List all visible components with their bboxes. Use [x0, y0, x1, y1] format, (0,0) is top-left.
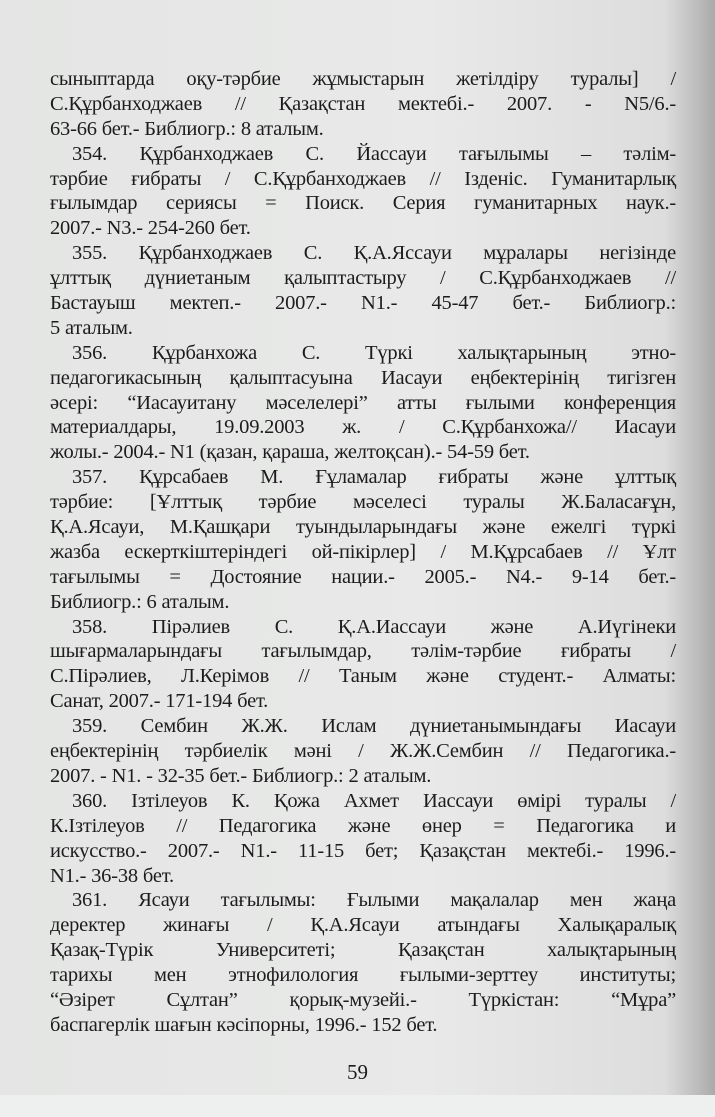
entry-line: шығармаларындағы тағылымдар, тәлім-тәрбие ғибраты / — [50, 640, 676, 663]
entry-line: Санат, 2007.- 171-194 бет. — [50, 690, 269, 713]
entry-line: 355. Құрбанходжаев С. Қ.А.Яссауи мұралары негізінде — [72, 242, 676, 265]
page-bottom-edge — [0, 1095, 715, 1117]
entry-line: N1.- 36-38 бет. — [50, 864, 174, 887]
bibliography-entry — [50, 888, 676, 1037]
entry-continuation — [50, 67, 676, 142]
entry-line: 358. Пірәлиев С. Қ.А.Иассауи және А.Иүгінеки — [72, 615, 676, 638]
entry-line: 361. Ясауи тағылымы: Ғылыми мақалалар мен жаңа — [72, 889, 676, 912]
bibliography-entry — [50, 789, 676, 889]
entry-line: искусство.- 2007.- N1.- 11-15 бет; Қазақстан мектебі.- 1996.- — [50, 839, 676, 862]
bibliography-entry — [50, 714, 676, 789]
entry-line: материалдары, 19.09.2003 ж. / С.Құрбанхожа// Иасауи — [50, 416, 676, 439]
entry-line: тарихы мен этнофилология ғылыми-зерттеу институты; — [50, 964, 676, 987]
entry-line: жолы.- 2004.- N1 (қазан, қараша, желтоқсан).- 54-59 бет. — [50, 441, 530, 464]
entry-line: тағылымы = Достояние нации.- 2005.- N4.- 9-14 бет.- — [50, 565, 676, 588]
bibliography-entry — [50, 615, 676, 715]
entry-line: әсері: “Иасауитану мәселелері” атты ғылыми конференция — [50, 391, 676, 414]
bibliography-entry — [50, 341, 676, 465]
entry-line: Қ.А.Ясауи, М.Қашқари туындыларындағы және ежелгі түркі — [50, 516, 676, 539]
entry-line: С.Құрбанходжаев // Қазақстан мектебі.- 2007. - N5/6.- — [50, 92, 676, 115]
entry-line: 2007. - N1. - 32-35 бет.- Библиогр.: 2 аталым. — [50, 764, 432, 787]
entry-line: Бастауыш мектеп.- 2007.- N1.- 45-47 бет.- Библиогр.: — [50, 292, 676, 315]
entry-line: ұлттық дүниетаным қалыптастыру / С.Құрбанходжаев // — [50, 267, 676, 290]
entry-line: 359. Сембин Ж.Ж. Ислам дүниетанымындағы Иасауи — [72, 715, 676, 738]
entry-line: К.Ізтілеуов // Педагогика және өнер = Педагогика и — [50, 814, 676, 837]
entry-line: 360. Ізтілеуов К. Қожа Ахмет Иассауи өмірі туралы / — [72, 789, 676, 812]
entry-line: 357. Құрсабаев М. Ғұламалар ғибраты және ұлттық — [72, 466, 676, 489]
entry-line: 63-66 бет.- Библиогр.: 8 аталым. — [50, 117, 324, 140]
entry-line: ғылымдар сериясы = Поиск. Серия гуманитарных наук.- — [50, 192, 676, 215]
bibliography-entry — [50, 465, 676, 614]
entry-line: 356. Құрбанхожа С. Түркі халықтарының этно- — [72, 341, 676, 364]
entry-line: еңбектерінің тәрбиелік мәні / Ж.Ж.Сембин // Педагогика.- — [50, 740, 676, 763]
entry-line: тәрбие: [Ұлттық тәрбие мәселесі туралы Ж.Баласағұн, — [50, 491, 676, 514]
entry-line: 354. Құрбанходжаев С. Йассауи тағылымы – тәлім- — [72, 142, 676, 165]
entry-line: “Әзірет Сұлтан” қорық-музейі.- Түркістан: “Мұра” — [50, 988, 676, 1011]
page-number: 59 — [347, 1060, 368, 1084]
bibliography-entry — [50, 142, 676, 242]
entry-line: сыныптарда оқу-тәрбие жұмыстарын жетілдіру туралы] / — [50, 68, 676, 90]
entry-line: Библиогр.: 6 аталым. — [50, 590, 230, 613]
entry-line: тәрбие ғибраты / С.Құрбанходжаев // Ізденіс. Гуманитарлық — [50, 167, 676, 190]
entry-line: жазба ескерткіштеріндегі ой-пікірлер] / М.Құрсабаев // Ұлт — [50, 540, 676, 563]
entry-line: педагогикасының қалыптасуына Иасауи еңбектерінің тигізген — [50, 366, 676, 389]
entry-line: деректер жинағы / Қ.А.Ясауи атындағы Халықаралық — [50, 914, 676, 937]
bibliography-entry — [50, 241, 676, 341]
entry-line: Қазақ-Түрік Университеті; Қазақстан халықтарының — [50, 939, 676, 962]
entry-line: 2007.- N3.- 254-260 бет. — [50, 217, 251, 240]
entry-line: 5 аталым. — [50, 316, 133, 339]
entry-line: баспагерлік шағын кәсіпорны, 1996.- 152 бет. — [50, 1013, 438, 1036]
entry-line: С.Пірәлиев, Л.Керімов // Таным және студент.- Алматы: — [50, 665, 676, 688]
bibliography-text — [50, 67, 676, 1038]
